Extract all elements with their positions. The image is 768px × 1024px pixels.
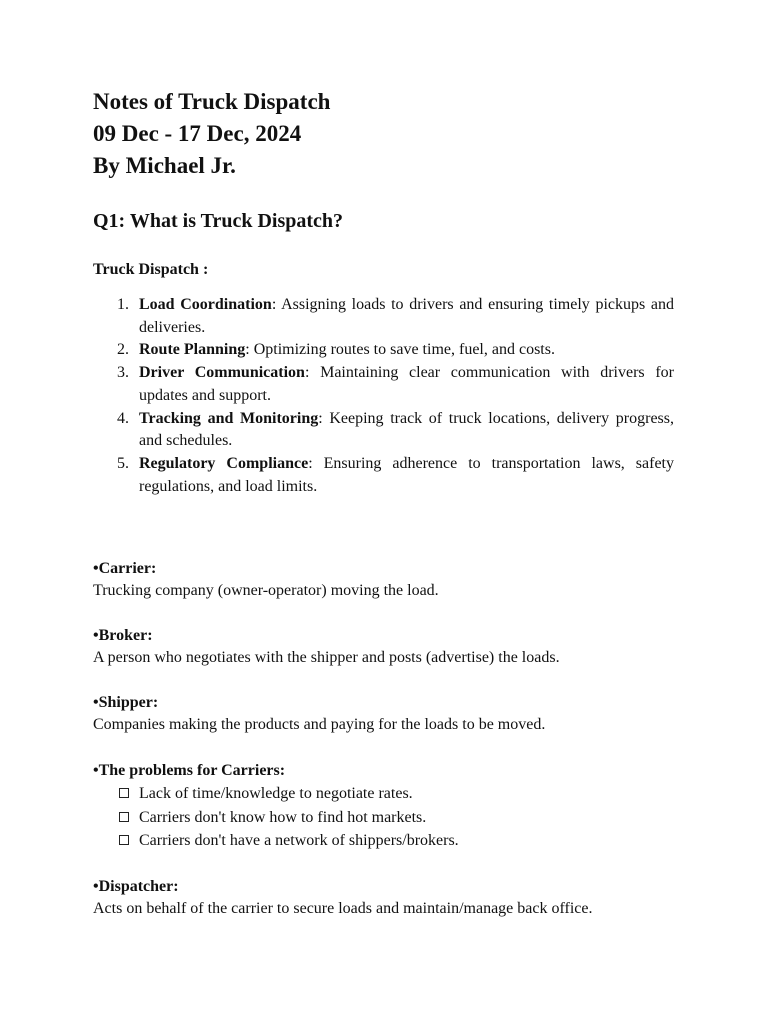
carrier-term: •Carrier: <box>93 560 157 577</box>
list-item <box>93 362 674 407</box>
item-text: : Keeping track of truck locations, delivery progress, and schedules. <box>139 409 674 450</box>
item-text: : Ensuring adherence to transportation laws, safety regulations, and load limits. <box>139 454 674 495</box>
shipper-text: Companies making the products and paying for the loads to be moved. <box>93 716 546 733</box>
problem-text: Carriers don't know how to find hot markets. <box>139 808 427 826</box>
list-marker: 3. <box>117 364 129 382</box>
broker-text: A person who negotiates with the shipper and posts (advertise) the loads. <box>93 649 560 666</box>
list-item <box>93 339 674 362</box>
list-item <box>93 829 733 853</box>
carrier-text: Trucking company (owner-operator) moving the load. <box>93 582 439 599</box>
item-term: Driver Communication <box>139 364 305 382</box>
title-line-2: 09 Dec - 17 Dec, 2024 <box>93 121 302 146</box>
list-marker: 4. <box>117 409 129 427</box>
item-term: Tracking and Monitoring <box>139 409 319 427</box>
broker-definition <box>93 625 733 669</box>
problems-section <box>93 760 733 853</box>
section-label: Truck Dispatch : <box>93 261 209 278</box>
list-item <box>93 782 733 806</box>
question-heading: Q1: What is Truck Dispatch? <box>93 210 344 232</box>
shipper-definition <box>93 692 733 736</box>
checkbox-icon <box>119 835 129 845</box>
item-text: : Assigning loads to drivers and ensuring timely pickups and deliveries. <box>139 296 675 336</box>
dispatcher-definition <box>93 876 733 920</box>
list-marker: 5. <box>117 454 129 472</box>
list-marker: 2. <box>117 341 129 359</box>
problem-text: Lack of time/knowledge to negotiate rates. <box>139 785 413 802</box>
item-term: Route Planning <box>139 341 246 359</box>
document-title <box>93 86 693 182</box>
broker-term: •Broker: <box>93 627 153 644</box>
list-item <box>93 408 674 453</box>
item-text: : Maintaining clear communication with drivers for updates and support. <box>139 364 674 404</box>
title-line-3: By Michael Jr. <box>93 153 236 178</box>
shipper-term: •Shipper: <box>93 694 159 711</box>
carrier-definition <box>93 558 733 602</box>
list-marker: 1. <box>117 296 129 313</box>
item-term: Regulatory Compliance <box>139 454 309 472</box>
list-item <box>93 294 674 339</box>
problems-term: •The problems for Carriers: <box>93 762 286 779</box>
title-line-1: Notes of Truck Dispatch <box>93 89 331 114</box>
item-term: Load Coordination <box>139 296 272 313</box>
checkbox-icon <box>119 812 129 822</box>
problems-list <box>93 782 733 853</box>
dispatch-list <box>93 294 674 498</box>
list-item <box>93 453 674 498</box>
dispatcher-text: Acts on behalf of the carrier to secure loads and maintain/manage back office. <box>93 900 593 917</box>
problem-text: Carriers don't have a network of shippers/brokers. <box>139 832 459 849</box>
dispatcher-term: •Dispatcher: <box>93 878 179 895</box>
item-text: : Optimizing routes to save time, fuel, and costs. <box>245 341 555 359</box>
list-item <box>93 806 733 830</box>
checkbox-icon <box>119 788 129 798</box>
